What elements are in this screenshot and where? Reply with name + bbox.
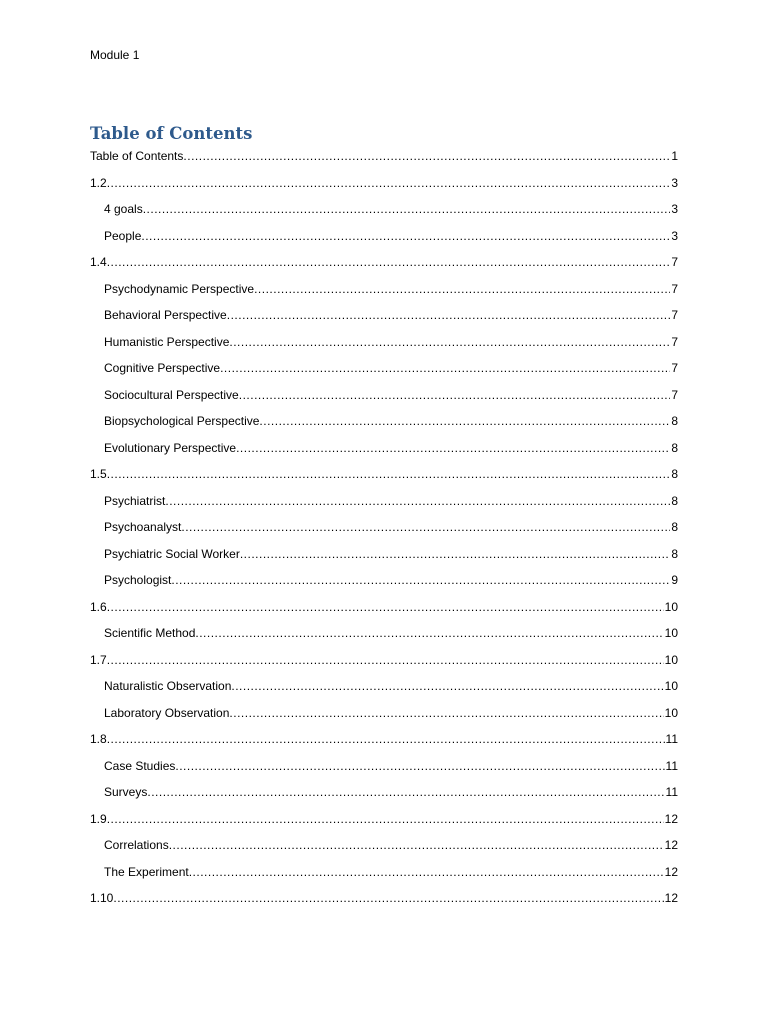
- toc-dot-leader: [147, 784, 664, 801]
- toc-entry-label[interactable]: Naturalistic Observation: [104, 679, 232, 693]
- toc-entry[interactable]: [90, 175, 678, 202]
- toc-dot-leader: [229, 334, 670, 351]
- toc-entry-label[interactable]: 1.7: [90, 652, 107, 667]
- toc-entry-page-number: 3: [671, 228, 678, 243]
- page-header: Module 1: [90, 48, 140, 62]
- toc-dot-leader: [107, 254, 671, 271]
- toc-dot-leader: [227, 307, 671, 324]
- toc-dot-leader: [220, 360, 670, 377]
- toc-entry[interactable]: [90, 466, 678, 493]
- toc-entry-label[interactable]: 1.10: [90, 891, 114, 905]
- toc-dot-leader: [107, 811, 664, 828]
- toc-dot-leader: [143, 201, 671, 218]
- toc-entry[interactable]: [90, 440, 678, 467]
- toc-dot-leader: [236, 440, 670, 457]
- toc-entry-label[interactable]: 1.8: [90, 732, 107, 746]
- toc-dot-leader: [231, 678, 663, 695]
- toc-dot-leader: [107, 731, 665, 748]
- toc-dot-leader: [195, 625, 663, 642]
- toc-entry[interactable]: [90, 281, 678, 308]
- toc-entry[interactable]: [90, 493, 678, 520]
- toc-entry[interactable]: [90, 599, 678, 626]
- toc-entry-page-number: 11: [665, 758, 678, 773]
- toc-dot-leader: [113, 890, 663, 907]
- toc-entry-page-number: 7: [671, 361, 678, 375]
- toc-entry-page-number: 7: [671, 255, 678, 269]
- toc-entry-label[interactable]: Psychoanalyst: [104, 520, 182, 534]
- toc-entry[interactable]: [90, 758, 678, 785]
- toc-entry-label[interactable]: Correlations: [104, 838, 169, 852]
- toc-entry-label[interactable]: 1.5: [90, 467, 107, 481]
- toc-entry-label[interactable]: Cognitive Perspective: [104, 361, 221, 375]
- toc-entry-label[interactable]: Humanistic Perspective: [104, 334, 230, 349]
- toc-entry-page-number: 10: [664, 705, 678, 720]
- toc-heading: Table of Contents: [90, 124, 253, 143]
- toc-entry[interactable]: [90, 148, 678, 175]
- toc-entry-label[interactable]: 1.9: [90, 811, 107, 826]
- toc-entry-label[interactable]: Biopsychological Perspective: [104, 414, 260, 428]
- toc-dot-leader: [259, 413, 670, 430]
- toc-dot-leader: [189, 864, 664, 881]
- toc-entry-page-number: 7: [671, 308, 678, 322]
- toc-entry-label[interactable]: Sociocultural Perspective: [104, 387, 239, 402]
- toc-entry[interactable]: [90, 334, 678, 361]
- toc-entry-label[interactable]: Psychiatric Social Worker: [104, 546, 240, 561]
- toc-entry[interactable]: [90, 413, 678, 440]
- toc-dot-leader: [254, 281, 670, 298]
- toc-entry[interactable]: [90, 837, 678, 864]
- toc-dot-leader: [141, 228, 670, 245]
- toc-entry-page-number: 3: [671, 175, 678, 190]
- toc-entry[interactable]: [90, 360, 678, 387]
- toc-entry[interactable]: [90, 387, 678, 414]
- toc-entry[interactable]: [90, 546, 678, 573]
- toc-dot-leader: [181, 519, 670, 536]
- toc-entry-label[interactable]: Psychodynamic Perspective: [104, 281, 255, 296]
- toc-entry[interactable]: [90, 519, 678, 546]
- toc-entry-page-number: 12: [664, 811, 678, 826]
- toc-entry-page-number: 7: [671, 281, 678, 296]
- toc-entry-label[interactable]: 4 goals: [104, 202, 143, 216]
- toc-entry-page-number: 11: [665, 785, 678, 799]
- toc-entry-page-number: 9: [671, 573, 678, 587]
- toc-entry-label[interactable]: Behavioral Perspective: [104, 308, 227, 322]
- toc-entry[interactable]: [90, 784, 678, 811]
- toc-entry-label[interactable]: Table of Contents: [90, 149, 184, 163]
- toc-dot-leader: [107, 175, 671, 192]
- toc-entry-label[interactable]: Case Studies: [104, 758, 176, 773]
- toc-entry-page-number: 10: [664, 652, 678, 667]
- toc-dot-leader: [171, 572, 670, 589]
- toc-entry-page-number: 8: [671, 546, 678, 561]
- toc-dot-leader: [240, 546, 670, 563]
- toc-dot-leader: [183, 148, 670, 165]
- toc-entry-page-number: 8: [671, 414, 678, 428]
- toc-dot-leader: [169, 837, 664, 854]
- toc-entry-label[interactable]: 1.6: [90, 599, 107, 614]
- toc-entry[interactable]: [90, 254, 678, 281]
- toc-dot-leader: [107, 652, 664, 669]
- toc-entry-page-number: 3: [671, 202, 678, 216]
- toc-entry-page-number: 7: [671, 387, 678, 402]
- toc-entry-page-number: 8: [671, 467, 678, 481]
- toc-entry[interactable]: [90, 864, 678, 891]
- toc-entry-label[interactable]: People: [104, 228, 142, 243]
- toc-entry-page-number: 10: [664, 679, 678, 693]
- toc-entry[interactable]: [90, 201, 678, 228]
- toc-dot-leader: [107, 599, 664, 616]
- toc-dot-leader: [165, 493, 670, 510]
- toc-entry-label[interactable]: 1.4: [90, 255, 107, 269]
- toc-entry[interactable]: [90, 625, 678, 652]
- toc-entry[interactable]: [90, 572, 678, 599]
- toc-entry-label[interactable]: 1.2: [90, 175, 107, 190]
- toc-entry-label[interactable]: Psychologist: [104, 573, 172, 587]
- toc-entry[interactable]: [90, 811, 678, 838]
- toc-entry-page-number: 8: [671, 440, 678, 455]
- toc-dot-leader: [239, 387, 671, 404]
- toc-entry-page-number: 12: [664, 838, 678, 852]
- toc-entry[interactable]: [90, 678, 678, 705]
- toc-entry-label[interactable]: Psychiatrist: [104, 493, 166, 508]
- toc-entry[interactable]: [90, 228, 678, 255]
- toc-entry[interactable]: [90, 307, 678, 334]
- toc-entry-page-number: 10: [664, 599, 678, 614]
- toc-entry-page-number: 8: [671, 520, 678, 534]
- toc-entry-page-number: 1: [671, 149, 678, 163]
- toc-entry-label[interactable]: The Experiment: [104, 864, 189, 879]
- toc-entry-label[interactable]: Scientific Method: [104, 626, 196, 640]
- toc-entry-page-number: 7: [671, 334, 678, 349]
- toc-dot-leader: [175, 758, 664, 775]
- toc-entry-label[interactable]: Evolutionary Perspective: [104, 440, 237, 455]
- toc-entry-label[interactable]: Laboratory Observation: [104, 705, 230, 720]
- toc-entry-page-number: 10: [664, 626, 678, 640]
- toc-entry-label[interactable]: Surveys: [104, 785, 148, 799]
- toc-entry-page-number: 11: [665, 732, 678, 746]
- toc-dot-leader: [229, 705, 663, 722]
- toc-entry[interactable]: [90, 890, 678, 917]
- toc-entry-page-number: 12: [664, 891, 678, 905]
- toc-entry-page-number: 8: [671, 493, 678, 508]
- toc-entry-page-number: 12: [664, 864, 678, 879]
- toc-entry[interactable]: [90, 652, 678, 679]
- toc-entry[interactable]: [90, 705, 678, 732]
- toc-entry[interactable]: [90, 731, 678, 758]
- toc-dot-leader: [107, 466, 671, 483]
- table-of-contents: [90, 148, 678, 917]
